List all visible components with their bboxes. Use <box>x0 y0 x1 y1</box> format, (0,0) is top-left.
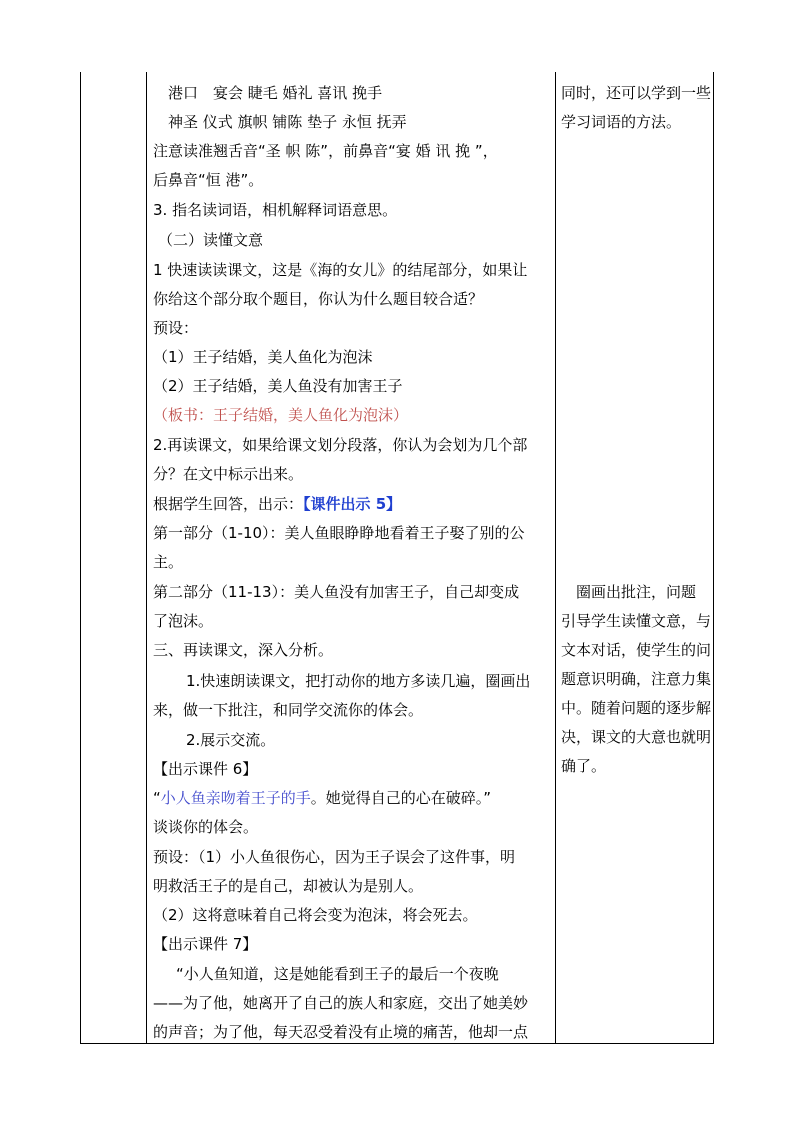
right-comment-line: 决，课文的大意也就明 <box>561 728 712 746</box>
option-2: （2）王子结婚，美人鱼没有加害王子 <box>153 377 403 395</box>
quote-6 <box>153 789 491 807</box>
right-comment-block <box>561 578 711 781</box>
answer-prefix: 根据学生回答，出示： <box>153 495 304 513</box>
quote-6-rest: 。她觉得自己的心在破碎。” <box>310 789 492 807</box>
part-2-line-2: 了泡沫。 <box>153 612 214 630</box>
vocab-words-line-2: 神圣 仪式 旗帜 铺陈 垫子 永恒 抚弄 <box>168 113 407 131</box>
pronunciation-note-line-1: 注意读准翘舌音“圣 帜 陈”，前鼻音“宴 婚 讯 挽 ”， <box>153 142 498 160</box>
board-writing: （板书：王子结婚，美人鱼化为泡沫） <box>153 406 409 424</box>
step-b: 2.展示交流。 <box>186 731 276 749</box>
right-comment-line: 中。随着问题的逐步解 <box>561 699 712 717</box>
preset-2-line-2: 明救活王子的是自己，却被认为是别人。 <box>153 877 424 895</box>
quote-7-line-2: ——为了他，她离开了自己的族人和家庭，交出了她美妙 <box>153 994 529 1012</box>
question-1-line-2: 你给这个部分取个题目，你认为什么题目较合适？ <box>153 290 484 308</box>
step-a-line-2: 来，做一下批注，和同学交流你的体会。 <box>153 701 424 719</box>
part-2-line-1: 第二部分（11-13）：美人鱼没有加害王子，自己却变成 <box>153 583 520 601</box>
courseware-5-label: 【课件出示 5】 <box>303 495 402 513</box>
table-right-border <box>713 72 714 1044</box>
courseware-7-label: 【出示课件 7】 <box>153 935 258 953</box>
quote-6-open-mark: “ <box>153 789 161 807</box>
right-comment-line: 文本对话，使学生的问 <box>561 641 712 659</box>
question-1-line-1: 1 快速读读课文，这是《海的女儿》的结尾部分，如果让 <box>153 261 528 279</box>
right-note-line-2: 学习词语的方法。 <box>561 113 682 131</box>
right-comment-line: 引导学生读懂文意，与 <box>561 612 712 630</box>
option-1: （1）王子结婚，美人鱼化为泡沫 <box>153 348 373 366</box>
part-1-line-1: 第一部分（1-10）：美人鱼眼睁睁地看着王子娶了别的公 <box>153 524 525 542</box>
right-comment-line: 圈画出批注，问题 <box>561 583 697 601</box>
right-note-line-1: 同时，还可以学到一些 <box>561 84 712 102</box>
vocab-words-line-1: 港口 宴会 睫毛 婚礼 喜讯 挽手 <box>168 84 383 102</box>
section-2-heading: （二）读懂文意 <box>158 231 264 249</box>
column-divider-1 <box>146 72 147 1044</box>
discuss-prompt: 谈谈你的体会。 <box>153 818 259 836</box>
quote-7-line-3: 的声音；为了他，每天忍受着没有止境的痛苦，他却一点 <box>153 1023 529 1041</box>
question-2-line-2: 分？在文中标示出来。 <box>153 465 304 483</box>
right-comment-line: 确了。 <box>561 757 607 775</box>
preset-label-1: 预设： <box>153 319 199 337</box>
part-1-line-2: 主。 <box>153 553 184 571</box>
courseware-6-label: 【出示课件 6】 <box>153 760 258 778</box>
question-2-line-1: 2.再读课文，如果给课文划分段落，你认为会划为几个部 <box>153 436 528 454</box>
right-comment-line: 题意识明确，注意力集 <box>561 670 712 688</box>
quote-6-highlight: 小人鱼亲吻着王子的手 <box>160 789 311 807</box>
table-bottom-border <box>80 1043 714 1044</box>
pronunciation-note-line-2: 后鼻音“恒 港”。 <box>153 171 264 189</box>
column-divider-2 <box>555 72 556 1044</box>
quote-7-line-1: “小人鱼知道，这是她能看到王子的最后一个夜晚 <box>176 965 499 983</box>
step-a-line-1: 1.快速朗读课文，把打动你的地方多读几遍，圈画出 <box>186 672 531 690</box>
preset-2-line-1: 预设：（1）小人鱼很伤心，因为王子误会了这件事，明 <box>153 848 516 866</box>
answer-line <box>153 495 401 513</box>
section-3-heading: 三、再读课文，深入分析。 <box>153 641 334 659</box>
table-left-border <box>80 72 81 1044</box>
preset-2-option-2: （2）这将意味着自己将会变为泡沫，将会死去。 <box>153 906 478 924</box>
step-3: 3. 指名读词语，相机解释词语意思。 <box>153 201 398 219</box>
